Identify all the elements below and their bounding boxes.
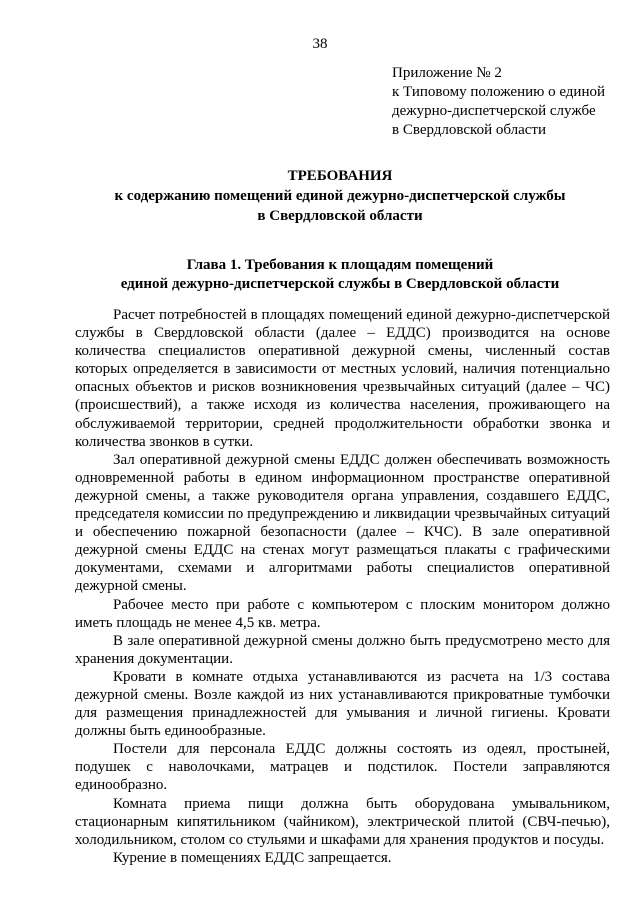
chapter-heading-line: единой дежурно-диспетчерской службы в Свердловской области: [120, 276, 560, 292]
paragraph: Курение в помещениях ЕДДС запрещается.: [113, 849, 392, 866]
title-heading: ТРЕБОВАНИЯ: [287, 168, 393, 184]
appendix-line: Приложение № 2: [392, 65, 502, 81]
appendix-line: в Свердловской области: [392, 122, 547, 138]
page-number: 38: [312, 36, 328, 52]
paragraph: Расчет потребностей в площадях помещений единой дежурно-диспетчерской службы в Свердловской области (далее – ЕДДС) производится на основе количества специалистов оперативной дежурной смены, численный состав которых определяется в зависимости от местных условий, наличия потенциально опасных объектов и рисков возникновения чрезвычайных ситуаций (далее – ЧС) (происшествий), а также исходя из количества населения, проживающего на обслуживаемой территории, средней продолжительности обработки звонка и количества звонков в сутки.: [75, 307, 610, 450]
paragraph: В зале оперативной дежурной смены должно быть предусмотрено место для хранения документации.: [75, 632, 610, 667]
body-text: [75, 306, 610, 867]
paragraph: Кровати в комнате отдыха устанавливаются из расчета на 1/3 состава дежурной смены. Возле каждой из них устанавливаются прикроватные тумбочки для размещения принадлежностей для умывания и личной гигиены. Кровати должны быть единообразные.: [75, 668, 610, 740]
appendix-note: [392, 64, 622, 140]
appendix-line: к Типовому положению о единой: [392, 84, 606, 100]
paragraph: Постели для персонала ЕДДС должны состоять из одеял, простыней, подушек с наволочками, матрацев и подстилок. Постели заправляются единообразно.: [75, 741, 610, 794]
paragraph: Комната приема пищи должна быть оборудована умывальником, стационарным кипятильником (чайником), электрической плитой (СВЧ-печью), холодильником, столом со стульями и шкафами для хранения продуктов и посуды.: [75, 795, 610, 848]
appendix-line: дежурно-диспетчерской службе: [392, 103, 596, 119]
title-subtitle-line: к содержанию помещений единой дежурно-диспетчерской службы: [114, 188, 566, 204]
chapter-heading: [60, 256, 620, 294]
paragraph: Зал оперативной дежурной смены ЕДДС должен обеспечивать возможность одновременной работы в едином информационном пространстве оперативной дежурной смены, а также руководителя органа управления, создавшего ЕДДС, председателя комиссии по предупреждению и ликвидации чрезвычайных ситуаций и обеспечению пожарной безопасности (далее – КЧС). В зале оперативной дежурной смены ЕДДС на стенах могут размещаться плакаты с графическими документами, схемами и алгоритмами работы специалистов оперативной дежурной смены.: [75, 451, 610, 595]
title-subtitle-line: в Свердловской области: [257, 208, 423, 224]
document-title: [60, 166, 620, 226]
paragraph: Рабочее место при работе с компьютером с плоским монитором должно иметь площадь не менее 4,5 кв. метра.: [75, 596, 610, 631]
chapter-heading-line: Глава 1. Требования к площадям помещений: [186, 257, 494, 273]
